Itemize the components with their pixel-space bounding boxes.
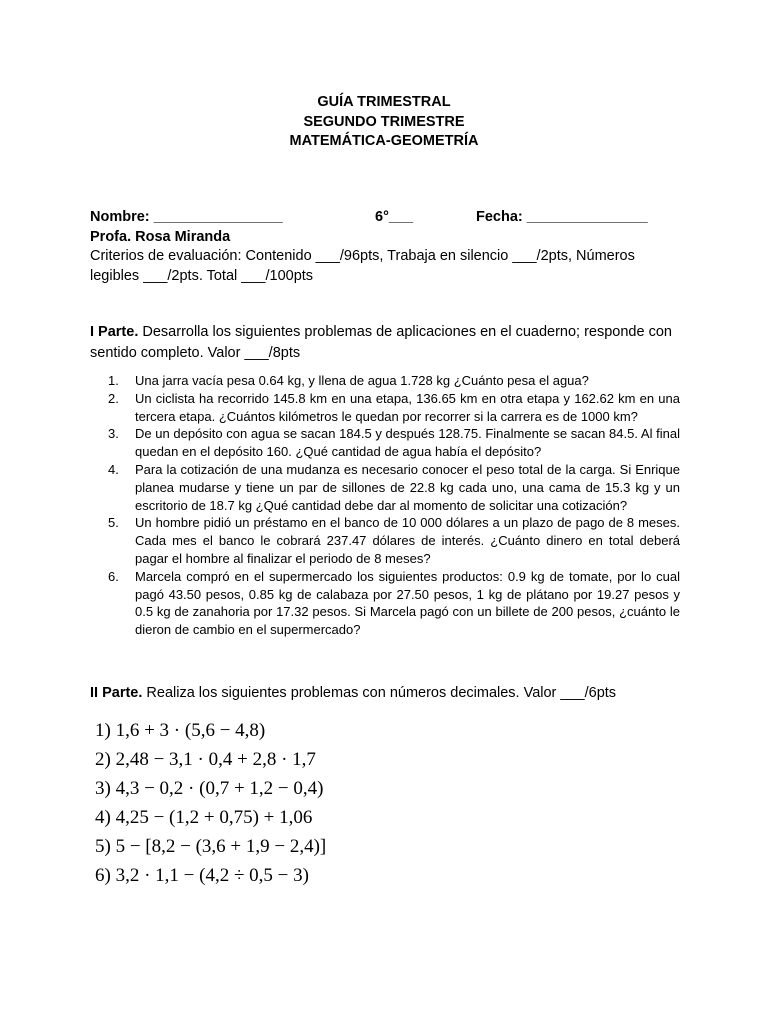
title-line-1: GUÍA TRIMESTRAL <box>317 94 451 110</box>
list-item <box>108 425 680 461</box>
problem-text: De un depósito con agua se sacan 184.5 y después 128.75. Finalmente se sacan 84.5. Al final quedan en el depósito 160. ¿Qué cantidad de agua había el depósito? <box>135 426 680 460</box>
problem-number: 3. <box>108 426 119 442</box>
date-field: Fecha: _______________ <box>476 209 648 225</box>
list-item <box>108 461 680 514</box>
name-field: Nombre: ________________ <box>90 209 283 225</box>
problem-number: 2. <box>108 390 119 406</box>
problem-list <box>108 372 680 639</box>
exercise-item: 3) 4,3 − 0,2 · (0,7 + 1,2 − 0,4) <box>95 778 324 799</box>
student-header <box>90 207 690 227</box>
part2-instructions <box>90 683 690 703</box>
exercise-item: 1) 1,6 + 3 · (5,6 − 4,8) <box>95 720 266 741</box>
exercise-list <box>95 716 495 890</box>
title-line-2: SEGUNDO TRIMESTRE <box>303 113 465 130</box>
exercise-item: 2) 2,48 − 3,1 · 0,4 + 2,8 · 1,7 <box>95 749 316 770</box>
problem-number: 6. <box>108 568 119 584</box>
problem-number: 4. <box>108 461 119 477</box>
problem-text: Un hombre pidió un préstamo en el banco de 10 000 dólares a un plazo de pago de 8 meses. Cada mes el banco le cobrará 237.47 dólares de interés. ¿Cuánto dinero en total deberá pagar el hombre al finalizar el periodo de 8 meses? <box>135 515 680 566</box>
part1-text: Desarrolla los siguientes problemas de aplicaciones en el cuaderno; responde con sentido completo. Valor ___/8pts <box>90 324 672 361</box>
list-item <box>108 372 680 390</box>
exercise-item: 5) 5 − [8,2 − (3,6 + 1,9 − 2,4)] <box>95 836 327 857</box>
problem-text: Un ciclista ha recorrido 145.8 km en una etapa, 136.65 km en otra etapa y 162.62 km en una tercera etapa. ¿Cuántos kilómetros le quedan por recorrer si la carrera es de 1000 km? <box>135 390 680 424</box>
list-item <box>108 514 680 567</box>
part2-label: II Parte. <box>90 685 143 701</box>
evaluation-criteria: Criterios de evaluación: Contenido ___/96pts, Trabaja en silencio ___/2pts, Números legibles ___/2pts. Total ___/100pts <box>90 248 635 284</box>
exercise-item: 4) 4,25 − (1,2 + 0,75) + 1,06 <box>95 807 313 828</box>
problem-text: Para la cotización de una mudanza es necesario conocer el peso total de la carga. Si Enrique planea mudarse y tiene un par de sillones de 22.8 kg cada uno, una cama de 15.3 kg y un escritorio de 18.7 kg ¿Qué cantidad debe dar al momento de solicitar una cotización? <box>135 461 680 513</box>
problem-number: 1. <box>108 373 119 388</box>
problem-text: Una jarra vacía pesa 0.64 kg, y llena de agua 1.728 kg ¿Cuánto pesa el agua? <box>135 373 589 388</box>
part2-text: Realiza los siguientes problemas con números decimales. Valor ___/6pts <box>142 685 617 701</box>
problem-number: 5. <box>108 515 119 531</box>
teacher-name: Profa. Rosa Miranda <box>90 229 231 245</box>
part1-label: I Parte. <box>90 324 139 340</box>
part1-instructions <box>90 322 680 363</box>
problem-text: Marcela compró en el supermercado los siguientes productos: 0.9 kg de tomate, por lo cual pagó 43.50 pesos, 0.85 kg de calabaza por 27.50 pesos, 1 kg de plátano por 19.27 pesos y 0.5 kg de zanahoria por 17.32 pesos. Si Marcela pagó con un billete de 200 pesos, ¿cuánto le dieron de cambio en el supermercado? <box>135 568 680 638</box>
list-item <box>108 568 680 639</box>
document-title <box>0 93 768 152</box>
exercise-item: 6) 3,2 · 1,1 − (4,2 ÷ 0,5 − 3) <box>95 865 309 886</box>
title-line-3: MATEMÁTICA-GEOMETRÍA <box>289 133 479 149</box>
list-item <box>108 390 680 426</box>
grade-field: 6°___ <box>375 209 414 225</box>
